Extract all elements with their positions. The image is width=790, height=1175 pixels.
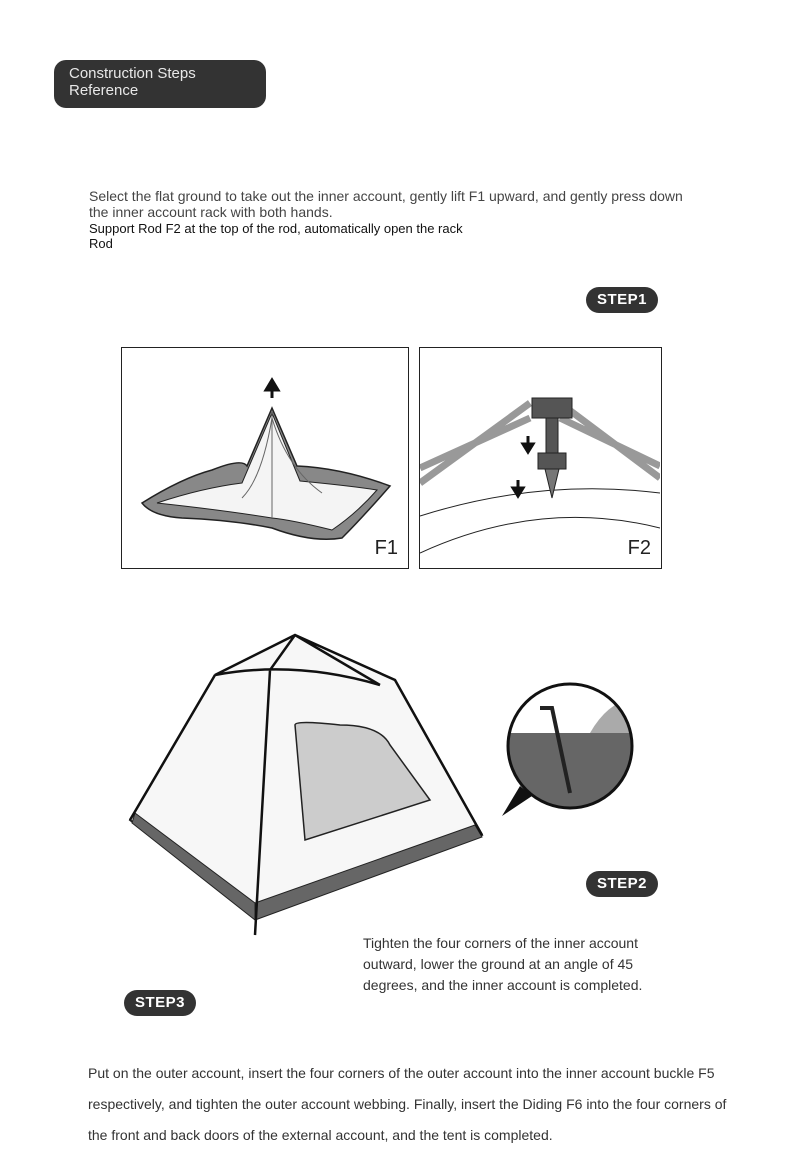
tent-lift-illustration: [122, 348, 407, 567]
step1-instruction: Select the flat ground to take out the inner account, gently lift F1 upward, and gently press down the inner account rack with both hands.: [89, 188, 683, 220]
step3-badge: STEP3: [124, 990, 196, 1016]
hub-press-illustration: [420, 348, 660, 567]
stake-detail-illustration: [500, 678, 640, 818]
step1-instruction-support: Support Rod F2 at the top of the rod, automatically open the rack Rod: [89, 221, 463, 251]
step2-instruction: Tighten the four corners of the inner account outward, lower the ground at an angle of 45 degrees, and the inner account is completed.: [363, 935, 643, 993]
f1-illustration-panel: [121, 347, 409, 569]
panel-label-f1: F1: [374, 537, 398, 559]
arrow-down-icon: [513, 436, 533, 496]
arrow-up-icon: [266, 380, 278, 398]
tent-illustration: [120, 625, 500, 940]
f2-illustration-panel: [419, 347, 662, 569]
page-title: Construction Steps Reference: [54, 60, 266, 108]
step3-instruction: Put on the outer account, insert the four corners of the outer account into the inner account buckle F5 respectively, and tighten the outer account webbing. Finally, insert the Diding F6 into the four corners of the front and back doors of the external account, and the tent is completed.: [88, 1065, 727, 1143]
panel-label-f2: F2: [627, 537, 651, 559]
step2-badge: STEP2: [586, 871, 658, 897]
step1-badge: STEP1: [586, 287, 658, 313]
